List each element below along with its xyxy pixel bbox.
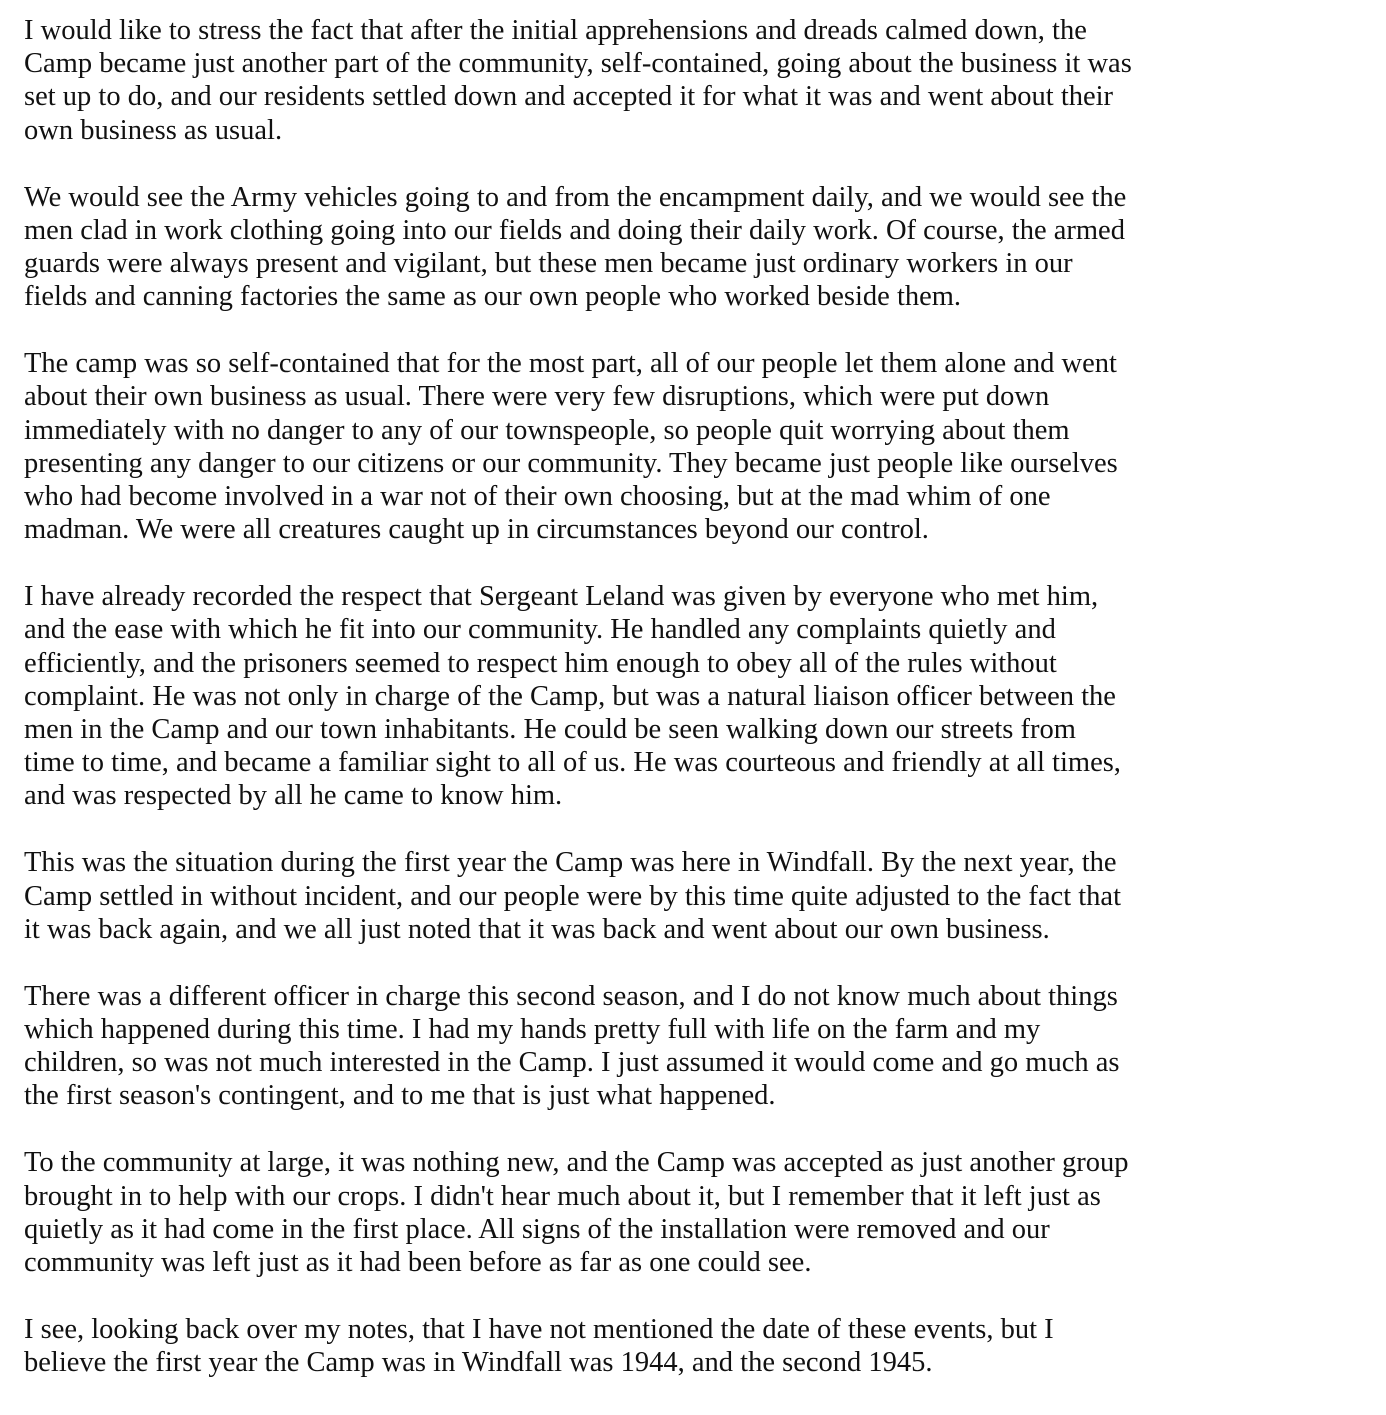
text-line: I see, looking back over my notes, that I have not mentioned the date of these events, but I [24, 1314, 1054, 1346]
text-line: the first season's contingent, and to me that is just what happened. [24, 1080, 776, 1112]
text-line: men in the Camp and our town inhabitants. He could be seen walking down our streets from [24, 714, 1076, 746]
text-line: time to time, and became a familiar sight to all of us. He was courteous and friendly at all times, [24, 747, 1121, 779]
document-page [24, 14, 1364, 1413]
text-line: To the community at large, it was nothing new, and the Camp was accepted as just another group [24, 1147, 1129, 1179]
paragraph-6 [24, 980, 1364, 1113]
text-line: and was respected by all he came to know him. [24, 780, 563, 812]
paragraph-8 [24, 1313, 1364, 1379]
text-line: efficiently, and the prisoners seemed to respect him enough to obey all of the rules without [24, 647, 1057, 679]
text-line: The camp was so self-contained that for the most part, all of our people let them alone and went [24, 348, 1117, 380]
text-line: community was left just as it had been before as far as one could see. [24, 1247, 812, 1279]
text-line: about their own business as usual. There were very few disruptions, which were put down [24, 381, 1050, 413]
text-line: quietly as it had come in the first place. All signs of the installation were removed and our [24, 1213, 1050, 1245]
text-line: presenting any danger to our citizens or our community. They became just people like ourselves [24, 447, 1118, 479]
text-line: Camp settled in without incident, and our people were by this time quite adjusted to the fact that [24, 880, 1121, 912]
text-line: complaint. He was not only in charge of the Camp, but was a natural liaison officer between the [24, 680, 1116, 712]
text-line: which happened during this time. I had my hands pretty full with life on the farm and my [24, 1014, 1041, 1046]
text-line: immediately with no danger to any of our townspeople, so people quit worrying about them [24, 414, 1070, 446]
text-line: madman. We were all creatures caught up in circumstances beyond our control. [24, 514, 929, 546]
text-line: believe the first year the Camp was in Windfall was 1944, and the second 1945. [24, 1347, 933, 1379]
text-line: guards were always present and vigilant, but these men became just ordinary workers in our [24, 248, 1073, 280]
text-line: I have already recorded the respect that Sergeant Leland was given by everyone who met him, [24, 581, 1099, 613]
text-line: and the ease with which he fit into our community. He handled any complaints quietly and [24, 614, 1056, 646]
text-line: men clad in work clothing going into our fields and doing their daily work. Of course, the armed [24, 214, 1125, 246]
text-line: I would like to stress the fact that after the initial apprehensions and dreads calmed down, the [24, 15, 1087, 46]
text-line: fields and canning factories the same as our own people who worked beside them. [24, 281, 962, 313]
text-line: There was a different officer in charge this second season, and I do not know much about things [24, 980, 1118, 1012]
text-line: children, so was not much interested in the Camp. I just assumed it would come and go much as [24, 1047, 1120, 1079]
text-line: We would see the Army vehicles going to and from the encampment daily, and we would see the [24, 181, 1127, 213]
paragraph-5 [24, 846, 1364, 946]
paragraph-1 [24, 14, 1364, 147]
paragraph-2 [24, 181, 1364, 314]
paragraph-4 [24, 580, 1364, 812]
text-line: it was back again, and we all just noted that it was back and went about our own business. [24, 913, 1050, 945]
paragraph-3 [24, 347, 1364, 546]
text-line: Camp became just another part of the community, self-contained, going about the business it was [24, 48, 1132, 80]
text-line: own business as usual. [24, 114, 283, 146]
text-line: who had become involved in a war not of their own choosing, but at the mad whim of one [24, 481, 1051, 513]
text-line: set up to do, and our residents settled down and accepted it for what it was and went about their [24, 81, 1114, 113]
text-line: brought in to help with our crops. I didn't hear much about it, but I remember that it left just as [24, 1180, 1101, 1212]
paragraph-7 [24, 1146, 1364, 1279]
text-line: This was the situation during the first year the Camp was here in Windfall. By the next year, the [24, 847, 1117, 879]
